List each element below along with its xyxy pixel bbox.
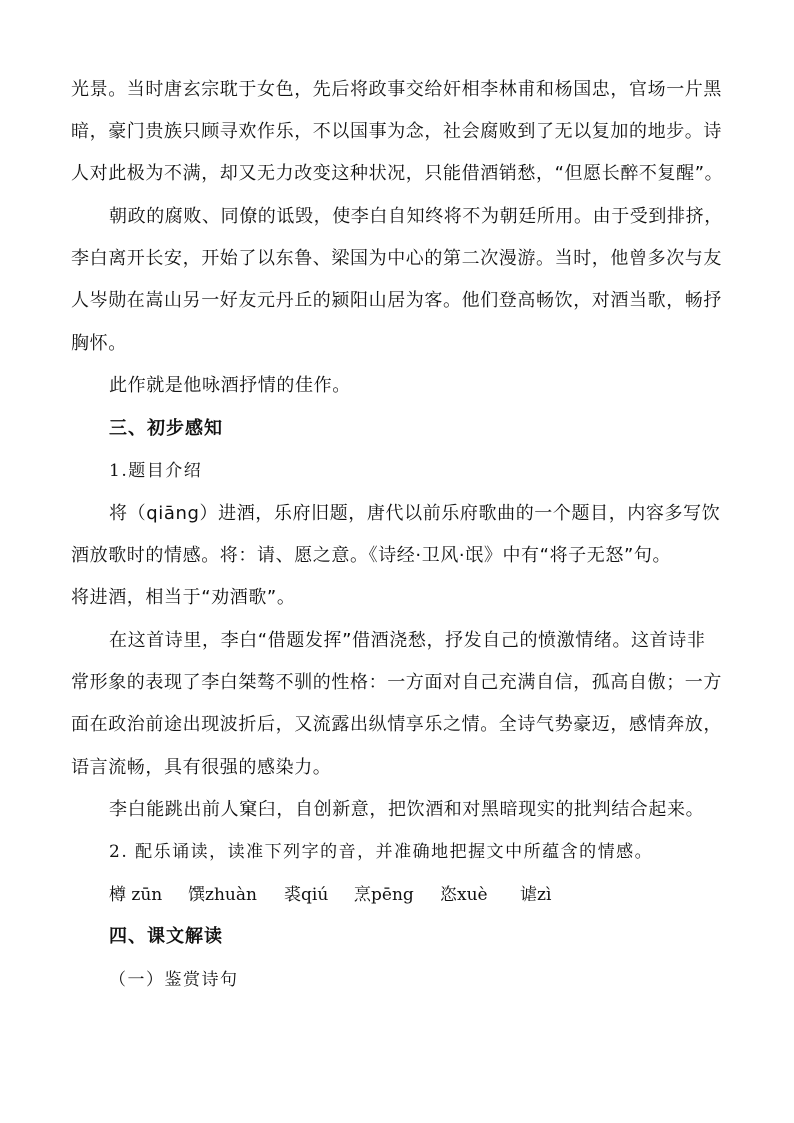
subheading: （一）鉴赏诗句 [109, 970, 239, 990]
paragraph-line: 李白能跳出前人窠臼，自创新意，把饮酒和对黑暗现实的批判结合起来。 [109, 799, 705, 820]
section-heading: 三、初步感知 [109, 418, 223, 439]
paragraph-line: 酒放歌时的情感。将：请、愿之意。《诗经·卫风·氓》中有“将子无怒”句。 [71, 545, 672, 566]
section-heading: 四、课文解读 [109, 926, 223, 947]
paragraph-line: 此作就是他咏酒抒情的佳作。 [109, 375, 351, 396]
pronunciation-item: 樽 zūn [109, 885, 163, 905]
paragraph-line: 人对此极为不满，却又无力改变这种状况，只能借酒销愁，“但愿长醉不复醒”。 [71, 163, 724, 184]
paragraph-line: 将（qiāng）进酒，乐府旧题，唐代以前乐府歌曲的一个题目，内容多写饮 [109, 503, 721, 524]
subheading: 2. 配乐诵读，读准下列字的音，并准确地把握文中所蕴含的情感。 [109, 842, 654, 862]
paragraph-line: 胸怀。 [71, 333, 127, 354]
subheading: 1.题目介绍 [109, 461, 203, 481]
pronunciation-item: 谑zì [520, 885, 552, 905]
paragraph-line: 在这首诗里，李白“借题发挥”借酒浇愁，抒发自己的愤激情绪。这首诗非 [109, 630, 706, 651]
paragraph-line: 将进酒，相当于“劝酒歌”。 [71, 587, 296, 608]
paragraph-line: 常形象的表现了李白桀骜不驯的性格：一方面对自己充满自信，孤高自傲；一方 [71, 672, 722, 693]
paragraph-line: 李白离开长安，开始了以东鲁、梁国为中心的第二次漫游。当时，他曾多次与友 [71, 248, 722, 269]
paragraph-line: 暗，豪门贵族只顾寻欢作乐，不以国事为念，社会腐败到了无以复加的地步。诗 [71, 121, 722, 142]
paragraph-line: 语言流畅，具有很强的感染力。 [71, 757, 332, 778]
pronunciation-item: 裘qiú [284, 885, 329, 905]
paragraph-line: 面在政治前途出现波折后，又流露出纵情享乐之情。全诗气势豪迈，感情奔放， [71, 714, 722, 735]
pronunciation-item: 馔zhuàn [188, 885, 257, 905]
pronunciation-item: 烹pēng [354, 885, 414, 905]
paragraph-line: 光景。当时唐玄宗耽于女色，先后将政事交给奸相李林甫和杨国忠，官场一片黑 [71, 79, 722, 100]
paragraph-line: 朝政的腐败、同僚的诋毁，使李白自知终将不为朝廷所用。由于受到排挤， [109, 206, 723, 227]
paragraph-line: 人岑勋在嵩山另一好友元丹丘的颍阳山居为客。他们登高畅饮，对酒当歌，畅抒 [71, 290, 722, 311]
pronunciation-item: 恣xuè [440, 885, 488, 905]
